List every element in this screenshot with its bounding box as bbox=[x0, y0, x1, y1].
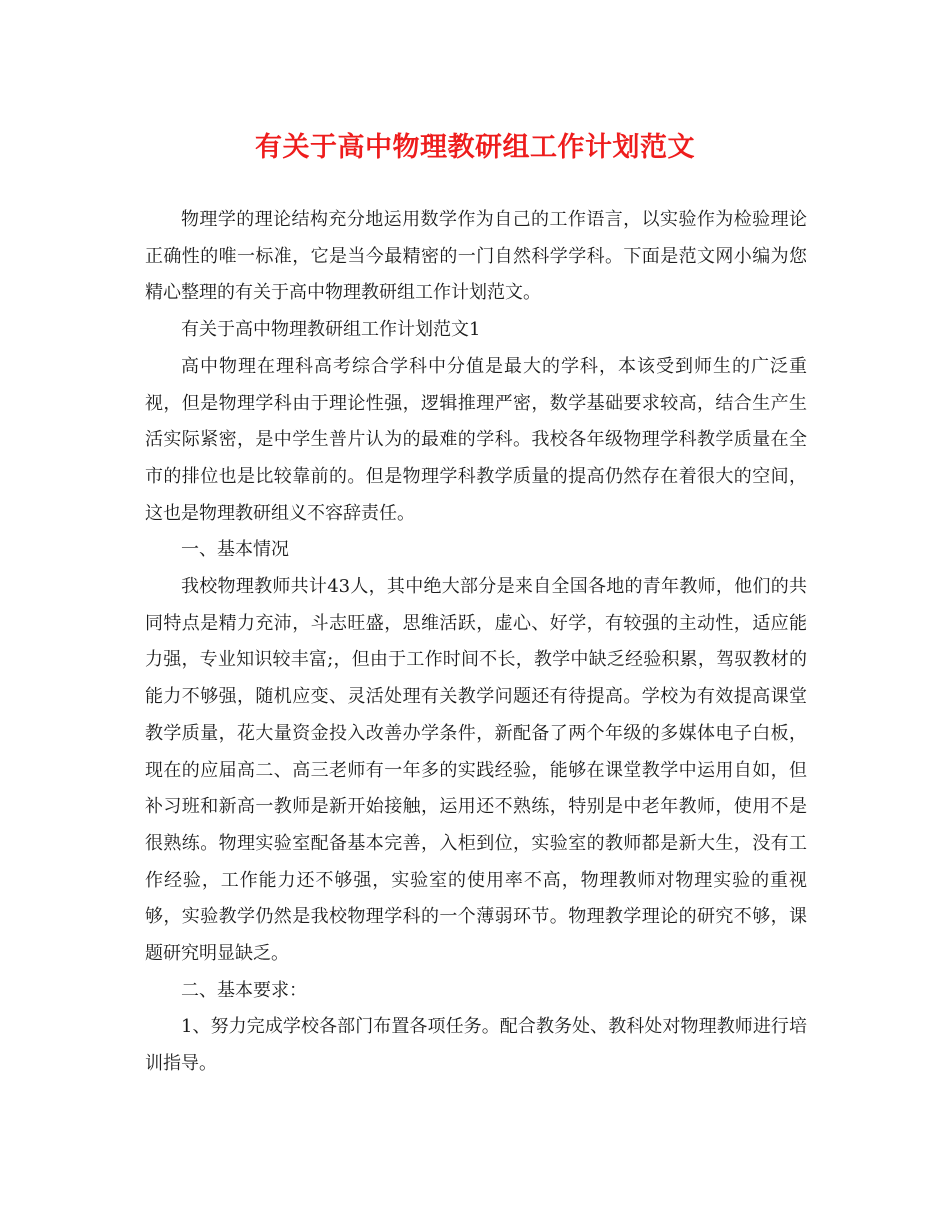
paragraph-intro: 物理学的理论结构充分地运用数学作为自己的工作语言，以实验作为检验理论正确性的唯一标准，它是当今最精密的一门自然科学学科。下面是范文网小编为您精心整理的有关于高中物理教研组工作计划范文。 bbox=[145, 209, 807, 304]
paragraph-requirement-1: 1、努力完成学校各部门布置各项任务。配合教务处、教科处对物理教师进行培训指导。 bbox=[145, 1016, 807, 1075]
paragraph-basic-situation: 我校物理教师共计43人，其中绝大部分是来自全国各地的青年教师，他们的共同特点是精力充沛，斗志旺盛，思维活跃，虚心、好学，有较强的主动性，适应能力强，专业知识较丰富;，但由于工作时间不长，教学中缺乏经验积累，驾驭教材的能力不够强，随机应变、灵活处理有关教学问题还有待提高。学校为有效提高课堂教学质量，花大量资金投入改善办学条件，新配备了两个年级的多媒体电子白板，现在的应届高二、高三老师有一年多的实践经验，能够在课堂教学中运用自如，但补习班和新高一教师是新开始接触，运用还不熟练，特别是中老年教师，使用不是很熟练。物理实验室配备基本完善，入柜到位，实验室的教师都是新大生，没有工作经验，工作能力还不够强，实验室的使用率不高，物理教师对物理实验的重视够，实验教学仍然是我校物理学科的一个薄弱环节。物理教学理论的研究不够，课题研究明显缺乏。 bbox=[145, 576, 807, 965]
paragraph-overview: 高中物理在理科高考综合学科中分值是最大的学科，本该受到师生的广泛重视，但是物理学科由于理论性强，逻辑推理严密，数学基础要求较高，结合生产生活实际紧密，是中学生普片认为的最难的学科。我校各年级物理学科教学质量在全市的排位也是比较靠前的。但是物理学科教学质量的提高仍然存在着很大的空间，这也是物理教研组义不容辞责任。 bbox=[145, 355, 807, 524]
document-title: 有关于高中物理教研组工作计划范文 bbox=[255, 132, 695, 163]
section-heading-basic-situation: 一、基本情况 bbox=[181, 539, 289, 561]
section-heading-basic-requirements: 二、基本要求： bbox=[181, 979, 307, 1001]
paragraph-subtitle: 有关于高中物理教研组工作计划范文1 bbox=[181, 319, 481, 341]
document-body bbox=[145, 202, 807, 1083]
